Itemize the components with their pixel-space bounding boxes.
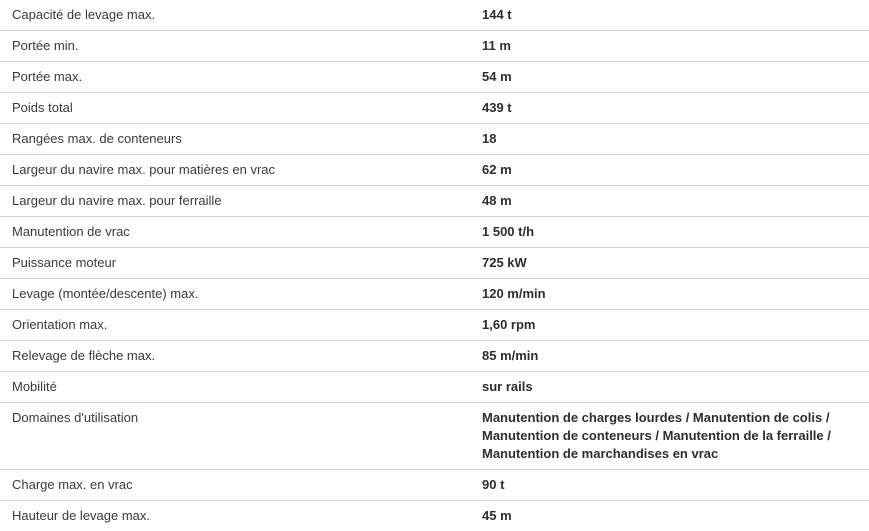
spec-label: Largeur du navire max. pour ferraille [0,186,470,217]
spec-label: Portée max. [0,62,470,93]
spec-value: 45 m [470,501,869,531]
spec-row [0,186,869,217]
spec-row [0,341,869,372]
spec-label: Levage (montée/descente) max. [0,279,470,310]
spec-label: Poids total [0,93,470,124]
spec-value: 1,60 rpm [470,310,869,341]
spec-row [0,124,869,155]
spec-label: Puissance moteur [0,248,470,279]
spec-row [0,62,869,93]
spec-row [0,279,869,310]
spec-label: Mobilité [0,372,470,403]
spec-value: 725 kW [470,248,869,279]
spec-value: 90 t [470,470,869,501]
spec-value: 11 m [470,31,869,62]
spec-row [0,93,869,124]
spec-value: 120 m/min [470,279,869,310]
spec-value: 144 t [470,0,869,31]
spec-label: Orientation max. [0,310,470,341]
spec-row [0,155,869,186]
spec-label: Domaines d'utilisation [0,403,470,470]
spec-value: 1 500 t/h [470,217,869,248]
spec-value: 54 m [470,62,869,93]
spec-row [0,31,869,62]
spec-value: 62 m [470,155,869,186]
spec-row [0,470,869,501]
spec-value: sur rails [470,372,869,403]
spec-label: Charge max. en vrac [0,470,470,501]
spec-row [0,248,869,279]
spec-row [0,217,869,248]
spec-row [0,0,869,31]
spec-label: Manutention de vrac [0,217,470,248]
spec-value: 18 [470,124,869,155]
spec-label: Capacité de levage max. [0,0,470,31]
spec-row [0,310,869,341]
spec-row [0,372,869,403]
spec-value: 85 m/min [470,341,869,372]
spec-value: Manutention de charges lourdes / Manutention de colis / Manutention de conteneurs / Manutention de la ferraille / Manutention de marchandises en vrac [470,403,869,470]
spec-label: Relevage de flèche max. [0,341,470,372]
spec-label: Largeur du navire max. pour matières en vrac [0,155,470,186]
spec-value: 439 t [470,93,869,124]
spec-label: Portée min. [0,31,470,62]
spec-row [0,403,869,470]
spec-label: Rangées max. de conteneurs [0,124,470,155]
spec-label: Hauteur de levage max. [0,501,470,531]
spec-value: 48 m [470,186,869,217]
